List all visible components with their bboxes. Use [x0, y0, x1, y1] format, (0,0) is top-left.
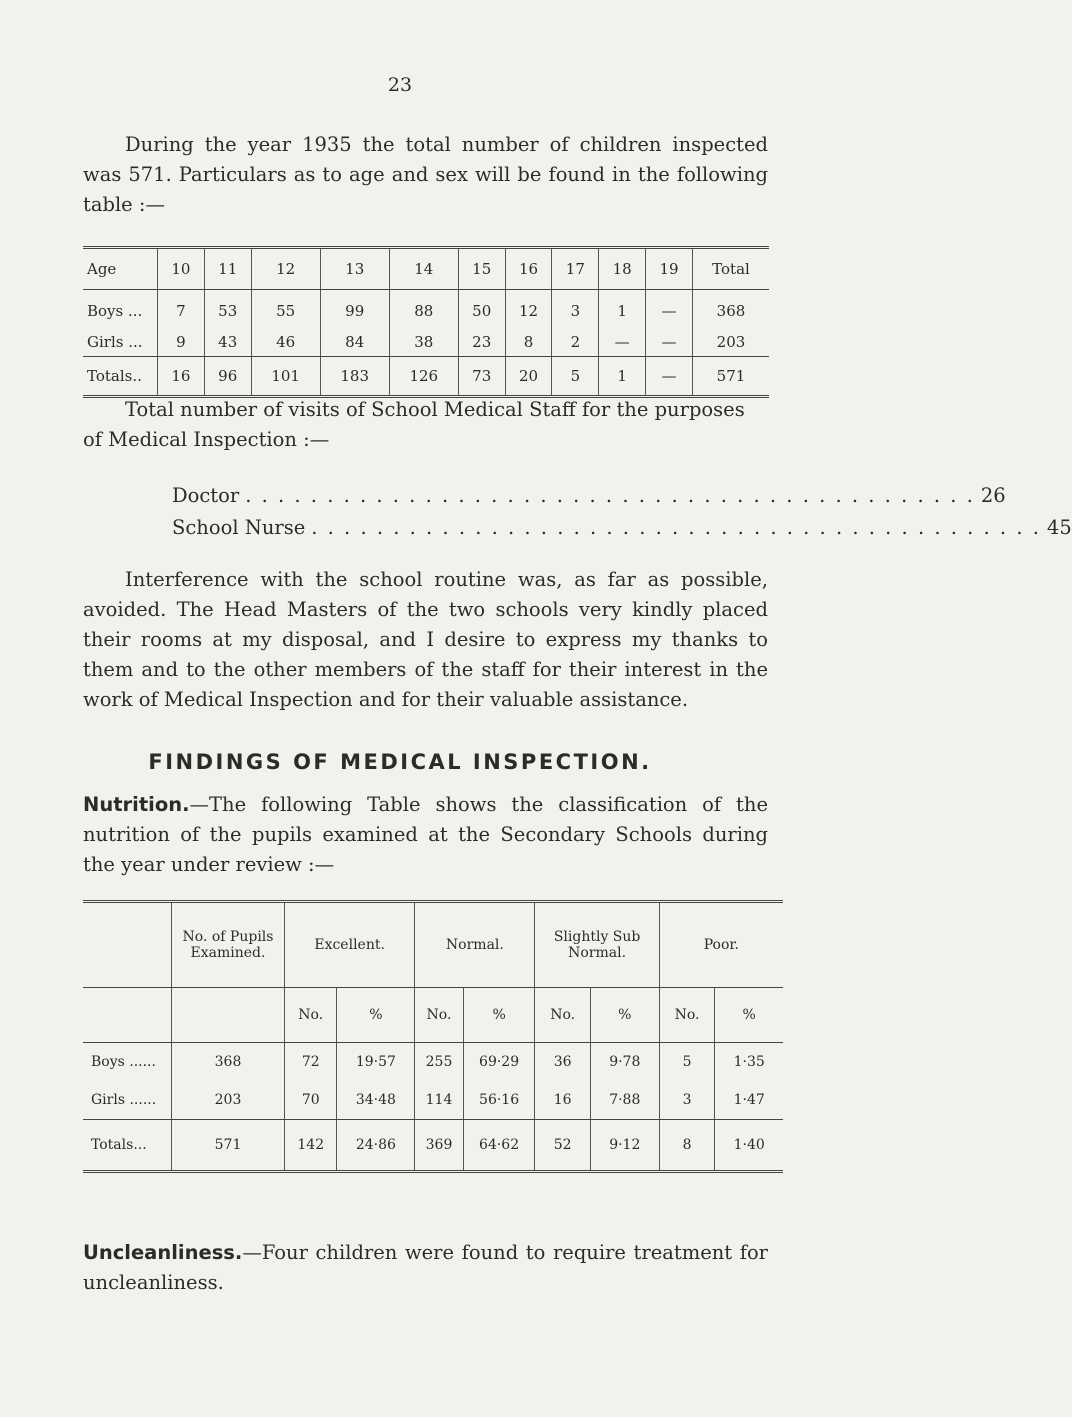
totals-row	[83, 357, 769, 397]
intro-paragraph: During the year 1935 the total number of children inspected was 571. Particulars as to age and sex will be found in the following table :—	[83, 133, 768, 216]
table-cell: 7·88	[590, 1081, 659, 1120]
table-cell: 3	[659, 1081, 715, 1120]
visits-value: 26	[980, 484, 1006, 507]
row-label: Girls ...	[83, 328, 158, 357]
visits-label: Doctor	[172, 484, 240, 507]
interference-paragraph: Interference with the school routine was, as far as possible, avoided. The Head Masters of the two schools very kindly placed their rooms at my disposal, and I desire to express my thanks to them and to the other members of the staff for their interest in the work of Medical Inspection and for their valuable assistance.	[83, 568, 768, 711]
group-header-excellent: Excellent.	[285, 902, 415, 988]
table-cell: 16	[535, 1081, 590, 1120]
table-cell: 8	[505, 328, 552, 357]
blank-header-cell	[83, 988, 172, 1043]
table-cell: 69·29	[463, 1043, 535, 1082]
table-cell: 368	[716, 302, 746, 320]
row-label: Boys ...	[83, 290, 158, 329]
uncleanliness-paragraph	[83, 1238, 768, 1298]
table-cell: 203	[172, 1081, 285, 1120]
table-cell: 1·40	[715, 1120, 783, 1172]
sub-header-pct: %	[715, 988, 783, 1043]
sub-header-pct: %	[337, 988, 415, 1043]
header-cell: 11	[204, 248, 251, 290]
totals-row	[83, 1120, 783, 1172]
dot-leader: . . . . . . . . . . . . . . . . . . . . . . . . . . . . . . . . . . . . . . . . . . . . .	[245, 484, 975, 507]
table-cell: 84	[320, 328, 389, 357]
table-cell: 142	[285, 1120, 337, 1172]
table-cell: —	[646, 357, 693, 397]
row-label: Totals..	[83, 357, 158, 397]
table-row	[83, 290, 769, 329]
table-cell: 53	[204, 290, 251, 329]
table-cell: 255	[415, 1043, 463, 1082]
table-cell: 1·35	[733, 1054, 765, 1070]
table-cell: 2	[552, 328, 599, 357]
table-cell: —	[646, 290, 693, 329]
nutrition-subheader-row	[83, 988, 783, 1043]
dot-leader: . . . . . . . . . . . . . . . . . . . . . . . . . . . . . . . . . . . . . . . . . . . . .	[311, 516, 1041, 539]
visits-doctor-line	[172, 484, 1006, 507]
table-cell: 369	[415, 1120, 463, 1172]
table-cell: 16	[158, 357, 205, 397]
table-cell: 126	[389, 357, 458, 397]
table-cell: 203	[693, 328, 770, 357]
header-cell: Age	[83, 248, 158, 290]
table-cell: —	[646, 328, 693, 357]
table-cell: 99	[320, 290, 389, 329]
blank-header-cell	[83, 902, 172, 988]
visits-label: School Nurse	[172, 516, 306, 539]
uncleanliness-text: —Four children were found to require treatment for uncleanliness.	[83, 1241, 768, 1294]
visits-value: 45	[1046, 516, 1072, 539]
table-row	[83, 328, 769, 357]
table-cell: 1	[599, 357, 646, 397]
table-cell: 5	[552, 357, 599, 397]
visits-nurse-line	[172, 516, 1072, 539]
table-cell: 23	[458, 328, 505, 357]
header-cell: 12	[251, 248, 320, 290]
table-cell: 20	[505, 357, 552, 397]
table-cell: 36	[535, 1043, 590, 1082]
header-cell: 19	[646, 248, 693, 290]
header-cell: Total	[693, 248, 770, 290]
group-header-poor: Poor.	[659, 902, 783, 988]
table-cell: 7	[158, 290, 205, 329]
nutrition-text: —The following Table shows the classification of the nutrition of the pupils examined at the Secondary Schools during the year under review :—	[83, 793, 768, 876]
table-cell: 9·12	[590, 1120, 659, 1172]
row-label: Boys ......	[83, 1043, 172, 1082]
nutrition-paragraph	[83, 790, 768, 880]
nutrition-table	[83, 900, 783, 1173]
sub-header-no: No.	[535, 988, 590, 1043]
age-sex-table	[83, 246, 769, 398]
header-cell: 13	[320, 248, 389, 290]
nutrition-title: Nutrition.	[83, 793, 190, 816]
uncleanliness-title: Uncleanliness.	[83, 1241, 243, 1264]
row-label: Girls ......	[83, 1081, 172, 1120]
table-cell: —	[599, 328, 646, 357]
table-cell: 34·48	[337, 1081, 415, 1120]
table-cell: 1	[599, 290, 646, 329]
sub-header-pct: %	[590, 988, 659, 1043]
nutrition-header-row	[83, 902, 783, 988]
table-cell: 64·62	[463, 1120, 535, 1172]
table-cell: 3	[552, 290, 599, 329]
header-cell: 14	[389, 248, 458, 290]
sub-header-no: No.	[415, 988, 463, 1043]
table-cell: 38	[389, 328, 458, 357]
table-cell: 114	[415, 1081, 463, 1120]
group-header-normal: Normal.	[415, 902, 535, 988]
table-row	[83, 1043, 783, 1082]
row-label: Totals...	[83, 1120, 172, 1172]
table-row	[83, 1081, 783, 1120]
table-cell: 52	[535, 1120, 590, 1172]
table-cell: 43	[204, 328, 251, 357]
sub-header-no: No.	[285, 988, 337, 1043]
table-cell: 50	[458, 290, 505, 329]
table-cell: 96	[204, 357, 251, 397]
table-cell: 1·47	[715, 1081, 783, 1120]
header-cell: 16	[505, 248, 552, 290]
table-cell: 12	[505, 290, 552, 329]
sub-header-no: No.	[659, 988, 715, 1043]
header-cell: 10	[158, 248, 205, 290]
table-cell: 55	[251, 290, 320, 329]
table-cell: 70	[285, 1081, 337, 1120]
table-cell: 56·16	[463, 1081, 535, 1120]
table-cell: 183	[320, 357, 389, 397]
table-cell: 5	[659, 1043, 715, 1082]
page-number: 23	[387, 74, 413, 96]
header-cell: 15	[458, 248, 505, 290]
table-cell: 19·57	[337, 1043, 415, 1082]
table-cell: 571	[693, 357, 770, 397]
table-cell: 73	[458, 357, 505, 397]
header-cell: 17	[552, 248, 599, 290]
pupils-examined-header: No. of Pupils Examined.	[172, 902, 285, 988]
table-cell: 24·86	[337, 1120, 415, 1172]
age-table-header-row	[83, 248, 769, 290]
table-cell: 9	[158, 328, 205, 357]
table-cell: 9·78	[590, 1043, 659, 1082]
visits-intro: Total number of visits of School Medical Staff for the purposes of Medical Inspection :—	[83, 398, 745, 451]
findings-heading: FINDINGS OF MEDICAL INSPECTION.	[148, 750, 652, 774]
table-cell: 46	[251, 328, 320, 357]
table-cell: 368	[172, 1043, 285, 1082]
table-cell: 88	[389, 290, 458, 329]
sub-header-pct: %	[463, 988, 535, 1043]
table-cell: 8	[659, 1120, 715, 1172]
group-header-subnormal: Slightly Sub Normal.	[535, 902, 659, 988]
table-cell: 72	[285, 1043, 337, 1082]
table-cell: 101	[251, 357, 320, 397]
header-cell: 18	[599, 248, 646, 290]
blank-header-cell	[172, 988, 285, 1043]
table-cell: 571	[172, 1120, 285, 1172]
